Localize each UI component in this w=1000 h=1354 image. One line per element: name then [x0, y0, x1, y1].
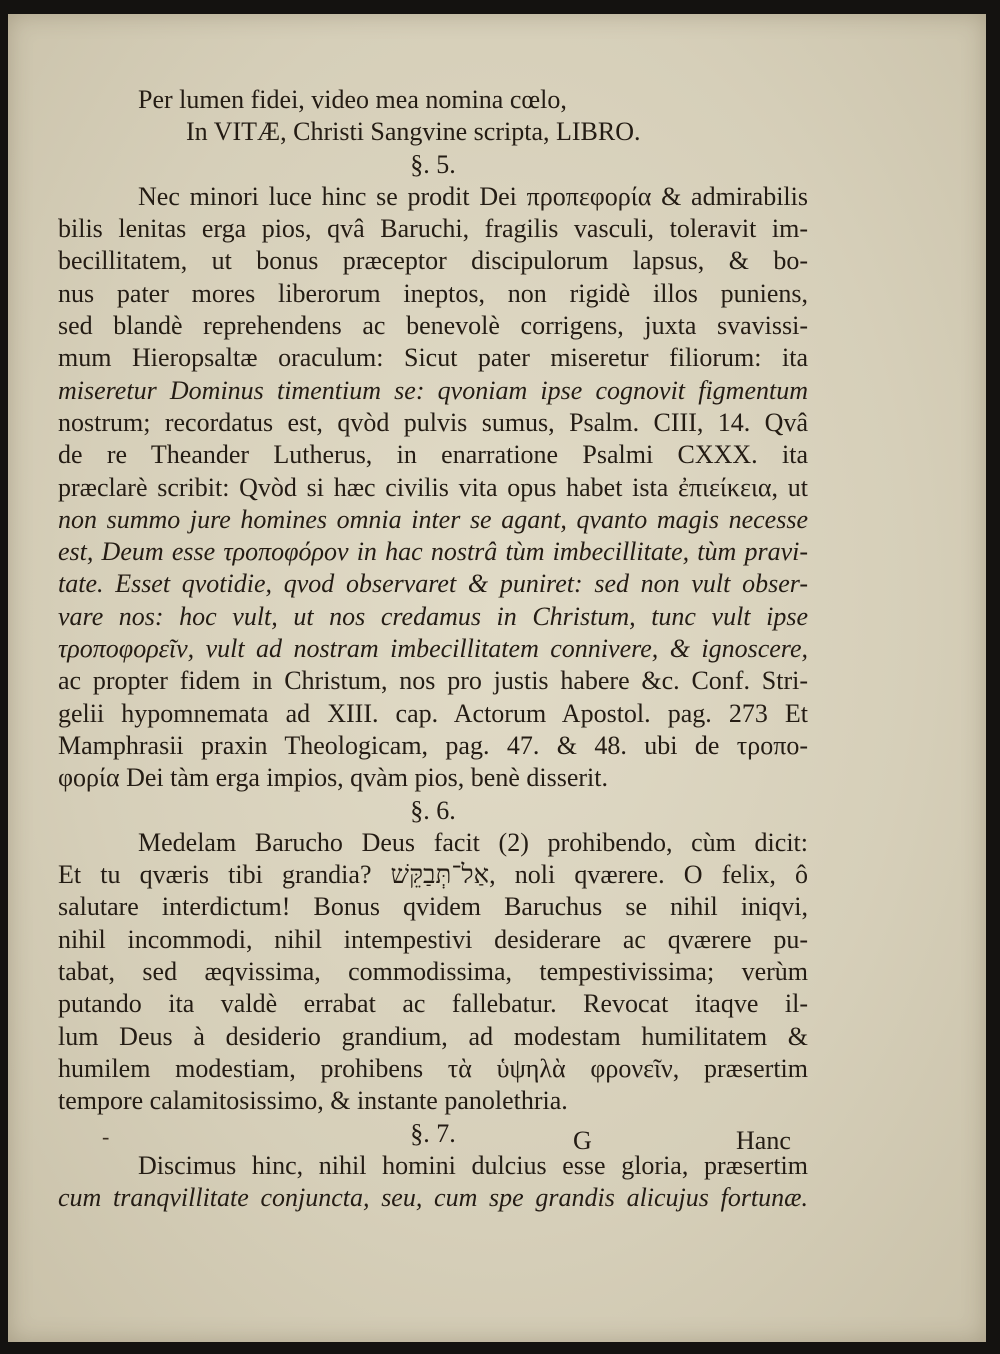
- text-line: gelii hypomnemata ad XIII. cap. Actorum Apostol. pag. 273 Et: [58, 698, 808, 728]
- text-line: Et tu qværis tibi grandia? אַל־תְּבַקֵּשׁ, noli qværere. O felix, ô: [58, 860, 808, 890]
- text-line: nihil incommodi, nihil intempestivi desiderare ac qværere pu-: [58, 924, 808, 954]
- text-line: vare nos: hoc vult, ut nos credamus in Christum, tunc vult ipse: [58, 601, 808, 631]
- text-line: sed blandè reprehendens ac benevolè corrigens, juxta svavissi-: [58, 311, 808, 341]
- text-line: Nec minori luce hinc se prodit Dei προπεφορία & admirabilis: [138, 181, 808, 211]
- text-line: cum tranqvillitate conjuncta, seu, cum spe grandis alicujus fortunæ.: [58, 1183, 808, 1213]
- text-line: Discimus hinc, nihil homini dulcius esse gloria, præsertim: [138, 1150, 808, 1180]
- text-line: Medelam Barucho Deus facit (2) prohibendo, cùm dicit:: [138, 827, 808, 857]
- text-line: putando ita valdè errabat ac fallebatur. Revocat itaqve il-: [58, 989, 808, 1019]
- page-text: [58, 84, 808, 1214]
- text-line: In VITÆ, Christi Sangvine scripta, LIBRO.: [186, 117, 641, 147]
- catchword: Hanc: [736, 1126, 791, 1155]
- text-line: salutare interdictum! Bonus qvidem Baruchus se nihil iniqvi,: [58, 892, 808, 922]
- text-line: tate. Esset qvotidie, qvod observaret & puniret: sed non vult obser-: [58, 569, 808, 599]
- text-line: mum Hieropsaltæ oraculum: Sicut pater miseretur filiorum: ita: [58, 343, 808, 373]
- text-line: ac propter fidem in Christum, nos pro justis habere &c. Conf. Stri-: [58, 666, 808, 696]
- book-page: [8, 14, 986, 1342]
- text-line: præclarè scribit: Qvòd si hæc civilis vita opus habet ista ἐπιείκεια, ut: [58, 472, 808, 502]
- text-line: miseretur Dominus timentium se: qvoniam ipse cognovit figmentum: [58, 375, 808, 405]
- text-line: non summo jure homines omnia inter se agant, qvanto magis necesse: [58, 504, 808, 534]
- text-line: tempore calamitosissimo, & instante panolethria.: [58, 1086, 568, 1116]
- text-line: lum Deus à desiderio grandium, ad modestam humilitatem &: [58, 1021, 808, 1051]
- text-line: tabat, sed æqvissima, commodissima, tempestivissima; verùm: [58, 957, 808, 987]
- text-line: nostrum; recordatus est, qvòd pulvis sumus, Psalm. CIII, 14. Qvâ: [58, 407, 808, 437]
- section-heading-5: §. 5.: [410, 149, 456, 179]
- text-line: τροποφορεῖν, vult ad nostram imbecillitatem connivere, & ignoscere,: [58, 634, 808, 664]
- text-line: φορία Dei tàm erga impios, qvàm pios, benè disserit.: [58, 763, 608, 793]
- text-line: de re Theander Lutherus, in enarratione Psalmi CXXX. ita: [58, 440, 808, 470]
- text-line: Mamphrasii praxin Theologicam, pag. 47. & 48. ubi de τροπο-: [58, 730, 808, 760]
- text-line: Per lumen fidei, video mea nomina cœlo,: [138, 85, 567, 114]
- text-line: humilem modestiam, prohibens τὰ ὑψηλὰ φρονεῖν, præsertim: [58, 1053, 808, 1083]
- signature-mark: G: [573, 1126, 592, 1155]
- text-line: becillitatem, ut bonus præceptor discipulorum lapsus, & bo-: [58, 246, 808, 276]
- section-heading-7: §. 7.: [410, 1118, 456, 1148]
- section-heading-6: §. 6.: [410, 795, 456, 825]
- margin-dash: -: [102, 1124, 110, 1149]
- text-line: bilis lenitas erga pios, qvâ Baruchi, fragilis vasculi, toleravit im-: [58, 214, 808, 244]
- text-line: nus pater mores liberorum ineptos, non rigidè illos puniens,: [58, 278, 808, 308]
- text-line: est, Deum esse τροποφόρον in hac nostrâ tùm imbecillitate, tùm pravi-: [58, 537, 808, 567]
